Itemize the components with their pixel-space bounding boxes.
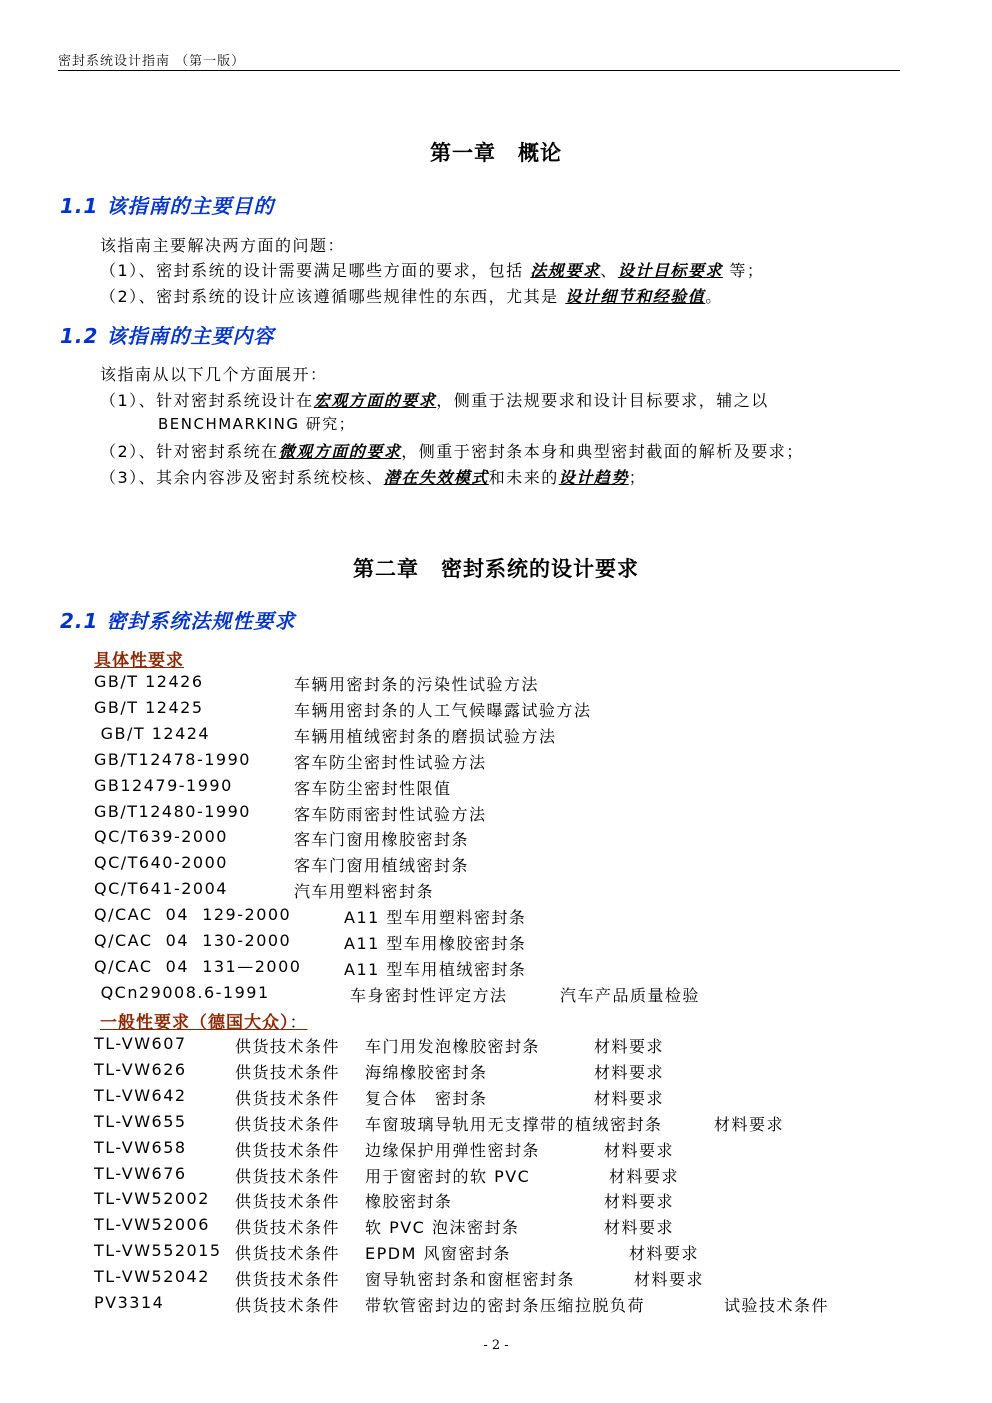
standard-code: TL-VW52042 xyxy=(94,1267,210,1287)
standard-name: 客车门窗用橡胶密封条 xyxy=(294,830,470,850)
emphasis: 法规要求 xyxy=(530,261,601,280)
chapter-1-title: 第一章 概论 xyxy=(430,141,562,165)
standard-code: TL-VW642 xyxy=(94,1085,187,1105)
section-1-1-item-2 xyxy=(100,284,723,307)
requirement-type: 材料要求 xyxy=(634,1270,705,1290)
supply-condition: 供货技术条件 xyxy=(235,1166,341,1186)
standard-code: TL-VW52002 xyxy=(94,1189,210,1209)
text: （2）、密封系统的设计应该遵循哪些规律性的东西，尤其是 xyxy=(100,287,559,306)
section-1-2-item-1 xyxy=(100,388,769,411)
running-header: 密封系统设计指南 （第一版） xyxy=(58,54,246,69)
text: （1）、密封系统的设计需要满足哪些方面的要求，包括 xyxy=(100,261,524,280)
text: （2）、针对密封系统在 xyxy=(100,442,279,461)
standard-code: GB/T12478-1990 xyxy=(94,749,251,769)
emphasis: 设计细节和经验值 xyxy=(565,287,706,306)
standard-name: 客车门窗用植绒密封条 xyxy=(294,856,470,876)
standard-code: GB/T 12424 xyxy=(94,723,211,743)
emphasis: 潜在失效模式 xyxy=(383,468,489,487)
standard-name: 车窗玻璃导轨用无支撑带的植绒密封条 xyxy=(365,1114,663,1134)
emphasis: 微观方面的要求 xyxy=(278,442,402,461)
standard-code: QC/T640-2000 xyxy=(94,853,228,873)
standard-name: 边缘保护用弹性密封条 xyxy=(365,1140,541,1160)
standard-code: TL-VW552015 xyxy=(94,1241,222,1261)
text: ，侧重于法规要求和设计目标要求，辅之以 xyxy=(436,391,769,410)
text: （1）、针对密封系统设计在 xyxy=(100,391,314,410)
standard-name: A11 型车用塑料密封条 xyxy=(344,908,527,928)
text: ，侧重于密封条本身和典型密封截面的解析及要求； xyxy=(401,442,804,461)
standard-name: 客车防尘密封性限值 xyxy=(294,778,452,798)
supply-condition: 供货技术条件 xyxy=(235,1218,341,1238)
requirement-type: 材料要求 xyxy=(604,1140,675,1160)
standard-name: 客车防雨密封性试验方法 xyxy=(294,804,487,824)
standard-name: 汽车用塑料密封条 xyxy=(294,882,435,902)
standard-name: 海绵橡胶密封条 xyxy=(365,1062,488,1082)
standard-name: 窗导轨密封条和窗框密封条 xyxy=(365,1270,576,1290)
standard-code: GB/T 12426 xyxy=(94,672,204,691)
header-rule xyxy=(58,70,900,71)
standard-code: TL-VW626 xyxy=(94,1059,187,1079)
requirement-type: 材料要求 xyxy=(594,1088,665,1108)
standard-code: GB/T 12425 xyxy=(94,697,204,717)
supply-condition: 供货技术条件 xyxy=(235,1140,341,1160)
standard-name: 复合体 密封条 xyxy=(365,1088,488,1108)
standard-code: QC/T641-2004 xyxy=(94,879,228,899)
emphasis: 设计目标要求 xyxy=(617,261,723,280)
requirement-type: 材料要求 xyxy=(594,1062,665,1082)
standard-extra: 汽车产品质量检验 xyxy=(560,985,701,1005)
text: 和未来的 xyxy=(488,468,559,487)
section-1-2-heading: 1.2 该指南的主要内容 xyxy=(60,324,275,348)
standard-code: TL-VW655 xyxy=(94,1111,187,1131)
standard-name: 车身密封性评定方法 xyxy=(350,985,508,1005)
standard-code: Q/CAC 04 129-2000 xyxy=(94,905,292,925)
standard-name: EPDM 风窗密封条 xyxy=(365,1244,511,1264)
standard-code: GB12479-1990 xyxy=(94,775,233,795)
supply-condition: 供货技术条件 xyxy=(235,1062,341,1082)
text: （3）、其余内容涉及密封系统校核、 xyxy=(100,468,384,487)
requirement-type: 材料要求 xyxy=(629,1244,700,1264)
standard-code: TL-VW658 xyxy=(94,1137,187,1157)
requirement-type: 材料要求 xyxy=(594,1037,665,1056)
standard-code: TL-VW607 xyxy=(94,1034,187,1053)
standard-name: 车辆用植绒密封条的磨损试验方法 xyxy=(294,726,557,746)
section-2-1-heading: 2.1 密封系统法规性要求 xyxy=(60,609,296,633)
section-1-1-item-1 xyxy=(100,258,764,281)
standard-code: Q/CAC 04 130-2000 xyxy=(94,931,292,950)
section-1-1-intro: 该指南主要解决两方面的问题： xyxy=(100,236,346,255)
general-heading-colon: ： xyxy=(289,1013,308,1033)
emphasis: 宏观方面的要求 xyxy=(313,391,437,410)
text: 。 xyxy=(705,287,723,306)
standard-name: A11 型车用植绒密封条 xyxy=(344,959,527,979)
section-1-2-item-2 xyxy=(100,439,804,462)
section-1-1-heading: 1.1 该指南的主要目的 xyxy=(60,194,275,218)
requirement-type: 材料要求 xyxy=(714,1114,785,1134)
standard-name: 车门用发泡橡胶密封条 xyxy=(365,1037,541,1056)
supply-condition: 供货技术条件 xyxy=(235,1037,341,1056)
standard-code: QC/T639-2000 xyxy=(94,827,228,847)
standard-name: 软 PVC 泡沫密封条 xyxy=(365,1218,520,1238)
standard-name: 车辆用密封条的人工气候曝露试验方法 xyxy=(294,700,592,720)
standard-name: 车辆用密封条的污染性试验方法 xyxy=(294,675,540,694)
text: ； xyxy=(628,468,647,487)
standard-name: 橡胶密封条 xyxy=(365,1192,453,1212)
standard-name: 客车防尘密封性试验方法 xyxy=(294,752,487,772)
standard-code: TL-VW52006 xyxy=(94,1215,210,1235)
requirement-type: 试验技术条件 xyxy=(724,1296,830,1315)
chapter-2-title: 第二章 密封系统的设计要求 xyxy=(353,557,639,581)
separator: 、 xyxy=(600,261,618,280)
page-number: - 2 - xyxy=(483,1338,509,1353)
standard-code: PV3314 xyxy=(94,1293,165,1312)
text: 等； xyxy=(729,261,765,280)
supply-condition: 供货技术条件 xyxy=(235,1088,341,1108)
requirement-type: 材料要求 xyxy=(604,1218,675,1238)
section-1-2-item-3 xyxy=(100,465,646,488)
supply-condition: 供货技术条件 xyxy=(235,1270,341,1290)
section-1-2-intro: 该指南从以下几个方面展开： xyxy=(100,365,328,384)
requirement-type: 材料要求 xyxy=(609,1166,680,1186)
standard-name: A11 型车用橡胶密封条 xyxy=(344,934,527,953)
general-heading-text: 一般性要求（德国大众） xyxy=(100,1013,290,1033)
supply-condition: 供货技术条件 xyxy=(235,1244,341,1264)
supply-condition: 供货技术条件 xyxy=(235,1192,341,1212)
requirement-type: 材料要求 xyxy=(604,1192,675,1212)
standard-code: TL-VW676 xyxy=(94,1163,187,1183)
supply-condition: 供货技术条件 xyxy=(235,1296,341,1315)
section-1-2-item-1-cont: BENCHMARKING 研究； xyxy=(158,415,356,433)
specific-requirements-heading: 具体性要求 xyxy=(94,651,184,671)
standard-name: 带软管密封边的密封条压缩拉脱负荷 xyxy=(365,1296,646,1315)
supply-condition: 供货技术条件 xyxy=(235,1114,341,1134)
standard-name: 用于窗密封的软 PVC xyxy=(365,1166,531,1186)
standard-code: QCn29008.6-1991 xyxy=(94,982,270,1002)
standard-code: GB/T12480-1990 xyxy=(94,801,251,821)
standard-code: Q/CAC 04 131—2000 xyxy=(94,956,302,976)
emphasis: 设计趋势 xyxy=(558,468,629,487)
general-requirements-heading xyxy=(100,1008,308,1033)
